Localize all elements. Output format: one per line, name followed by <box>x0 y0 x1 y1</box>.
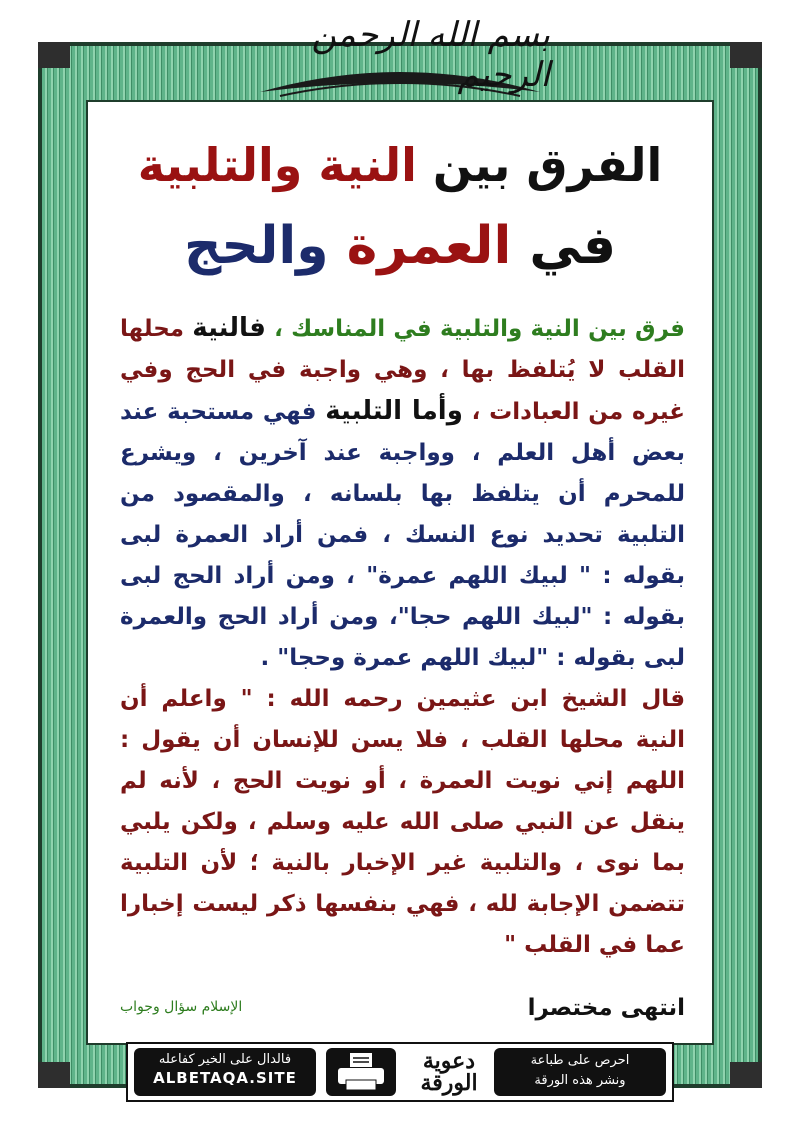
frame-corner <box>730 1062 762 1088</box>
site-badge <box>134 1048 316 1096</box>
printer-icon-graphic <box>326 1048 396 1096</box>
title-part: الفرق بين <box>416 138 663 192</box>
text-run: فرق بين النية والتلبية في المناسك ، <box>265 316 685 342</box>
printer-icon <box>326 1048 396 1096</box>
title-part: في <box>511 216 617 276</box>
logo-line: الورقة <box>420 1070 478 1096</box>
cta-line: ونشر هذه الورقة <box>534 1073 626 1088</box>
article-body <box>120 308 685 966</box>
title-line-1 <box>100 138 700 192</box>
keyword: وأما التلبية <box>325 396 463 426</box>
text-run: محلها القلب لا يُتلفظ بها ، وهي واجبة في الحج وفي غيره من العبادات ، <box>120 316 685 425</box>
logo-line: دعوية <box>422 1048 476 1074</box>
paragraph-2: قال الشيخ ابن عثيمين رحمه الله : " واعلم أن النية محلها القلب ، فلا يسن للإنسان أن يقول : اللهم إني نويت العمرة ، أو نويت الحج ، لأنه لم ينقل عن النبي صلى الله عليه وسلم ، ولكن يلبي بما نوى ، والتلبية غير الإخبار بالنية ؛ لأن التلبية تتضمن الإجابة لله ، فهي بنفسها ذكر ليست إخبارا عما في القلب " <box>120 686 685 958</box>
basmala: بسم الله الرحمن الرحيم <box>311 15 550 95</box>
source-credit: الإسلام سؤال وجواب <box>120 999 243 1015</box>
paragraph-1 <box>120 308 685 679</box>
motto: فالدال على الخير كفاعله <box>158 1052 292 1067</box>
frame-corner <box>730 42 762 68</box>
article-footer <box>120 995 685 1025</box>
logo <box>410 1046 488 1098</box>
title-part: والحج <box>183 216 347 276</box>
basmala-header <box>250 12 550 106</box>
title-line-2 <box>100 216 700 276</box>
cta-line: احرص على طباعة <box>530 1053 630 1068</box>
title-highlight: العمرة <box>346 216 512 276</box>
frame-corner <box>38 42 70 68</box>
print-call-to-action <box>494 1048 666 1096</box>
end-note: انتهى مختصرا <box>527 995 685 1021</box>
frame-corner <box>38 1062 70 1088</box>
title-highlight: النية والتلبية <box>137 138 417 192</box>
site-url[interactable]: ALBETAQA.SITE <box>153 1069 297 1087</box>
keyword: فالنية <box>192 313 266 343</box>
bottom-bar <box>126 1042 674 1102</box>
text-run: فهي مستحبة عند بعض أهل العلم ، وواجبة عند آخرين ، ويشرع للمحرم أن يتلفظ بها بلسانه ، والمقصود من التلبية تحديد نوع النسك ، فمن أراد العمرة لبى بقوله : " لبيك اللهم عمرة" ، ومن أراد الحج لبى بقوله : "لبيك اللهم حجا"، ومن أراد الحج والعمرة لبى بقوله : "لبيك اللهم عمرة وحجا" . <box>120 399 685 671</box>
